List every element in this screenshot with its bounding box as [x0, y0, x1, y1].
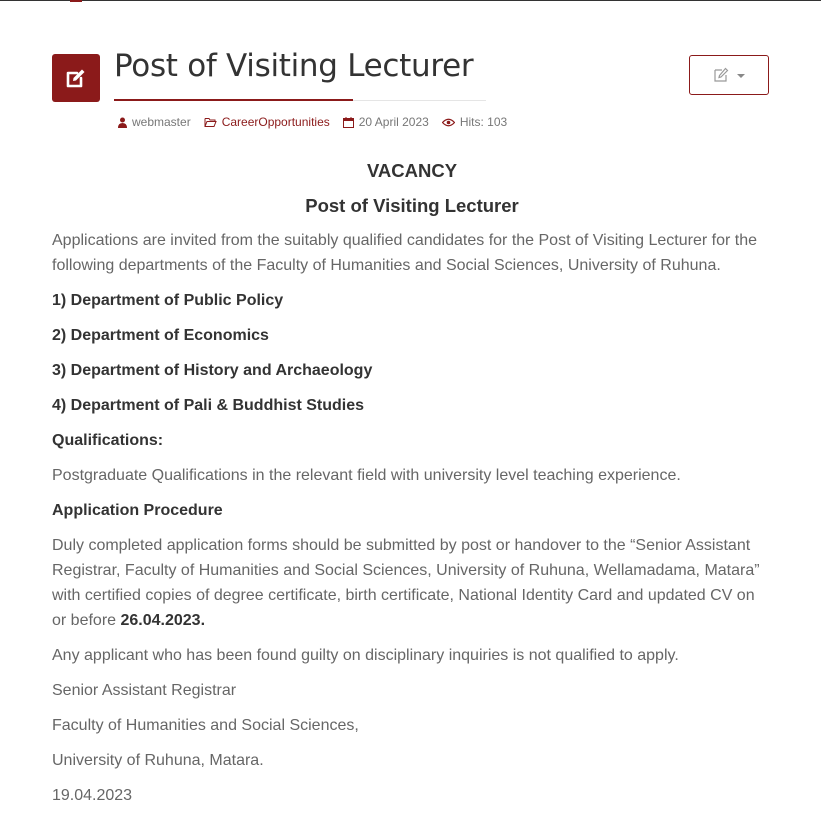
intro-paragraph: Applications are invited from the suitably qualified candidates for the Post of Visiting Lecturer for the following departments of the Faculty of Humanities and Social Sciences, University of Ruhuna. [52, 232, 757, 274]
procedure-heading: Application Procedure [52, 502, 223, 519]
meta-date-text: 20 April 2023 [358, 115, 429, 129]
deadline-date: 26.04.2023. [120, 612, 206, 629]
title-underline-accent [114, 99, 353, 101]
qualifications-heading: Qualifications: [52, 432, 164, 449]
meta-category[interactable] [204, 115, 330, 129]
qualifications-text: Postgraduate Qualifications in the relevant field with university level teaching experience. [52, 467, 681, 484]
top-accent [70, 0, 82, 2]
department-item: 3) Department of History and Archaeology [52, 362, 373, 379]
article-actions-dropdown-button[interactable] [689, 55, 769, 95]
meta-hits [442, 115, 507, 129]
folder-open-icon [204, 117, 217, 128]
disqualification-text: Any applicant who has been found guilty on disciplinary inquiries is not qualified to apply. [52, 647, 679, 664]
signature-line: University of Ruhuna, Matara. [52, 752, 264, 769]
procedure-text: Duly completed application forms should be submitted by post or handover to the “Senior Assistant Registrar, Faculty of Humanities and Social Sciences, University of Ruhuna, Wellamadama, Matara” with certified copies of degree certificate, birth certificate, National Identity Card and updated CV on or before [52, 537, 760, 629]
edit-icon [713, 67, 729, 83]
article-body [52, 158, 772, 818]
signature-date: 19.04.2023 [52, 787, 133, 804]
department-item: 1) Department of Public Policy [52, 292, 284, 309]
meta-author-name: webmaster [132, 115, 191, 129]
department-item: 4) Department of Pali & Buddhist Studies [52, 397, 365, 414]
meta-date [343, 115, 429, 129]
meta-hits-text: Hits: 103 [459, 115, 508, 129]
heading-vacancy: VACANCY [366, 160, 458, 181]
procedure-paragraph [52, 533, 772, 633]
meta-author [118, 115, 191, 129]
page-title: Post of Visiting Lecturer [114, 48, 474, 84]
user-icon [118, 117, 127, 128]
department-item: 2) Department of Economics [52, 327, 269, 344]
signature-line: Faculty of Humanities and Social Sciences, [52, 717, 359, 734]
meta-category-link[interactable]: CareerOpportunities [221, 115, 330, 129]
heading-post: Post of Visiting Lecturer [305, 195, 519, 216]
signature-line: Senior Assistant Registrar [52, 682, 237, 699]
chevron-down-icon [737, 74, 745, 78]
top-border [0, 0, 821, 1]
calendar-icon [343, 117, 354, 128]
eye-icon [442, 118, 455, 127]
article-meta [118, 115, 520, 129]
article-edit-icon [52, 54, 100, 102]
